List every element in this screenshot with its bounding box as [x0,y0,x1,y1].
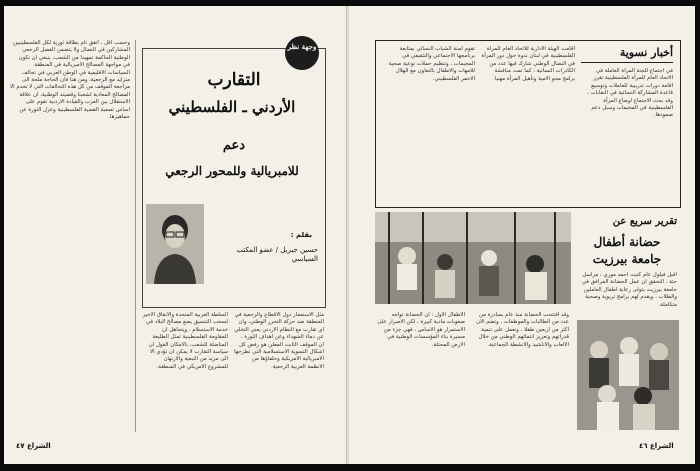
article-title-line1: التقارب [207,70,261,90]
author-name: حسين جبريل / عضو المكتب السياسي [236,246,318,263]
title-underline [581,62,673,63]
article-title-line4: للامبريالية وللمحور الرجعي [165,164,299,178]
report-text-right: وقد افتتحت الحضانة منذ عام بمبادرة من عدد من الطالبات والموظفات ، وتضم الان اكثر من اربعين طفلا ، وتعمل على تنمية قدراتهم وتعزيز انتمائهم الوطني من خلال الالعاب والاناشيد والانشطة الجماعية. [476,312,569,348]
portrait-icon [146,204,204,284]
right-page [349,6,695,464]
article-title-line2: الأردني ـ الفلسطيني [168,98,296,116]
playground-image-icon [375,212,571,304]
left-column-text: وحسب اقل ، اتفق تام بطاقة ثورية لكل الفلسطينيين المشاركين في النضال ولا يتضمن الفصل الرجعي الوطنية الحاكمة تمهيدا من الشعب، ينبغي ان تكون في مواجهة المصالح الامبريالية في المنطقة. السياسات الاقليمية في الوطن العربي في تحالف متزايد مع الرجعية، ومن هنا فان الحاجة ملحة الى مراجعة الموقف من كل هذه التحالفات التي لا تخدم الا المصالح المعادية لشعبنا وقضيته الوطنية، ان علاقة الاستقلال بين العرب والقيادة الاردنية تقوم على اساس تصفية القضية الفلسطينية وعزل الثورة عن جماهيرها. [10,40,130,121]
right-column-text: مثل الاستعمار دول الاقطاع والرجعية في المنطقة ضد حركة التحرر الوطني، وان اي تقارب مع النظام الاردني يعني التخلي عن دماء الشهداء وعن اهداف الثورة ، ان الموقف الثابت المعلن هو رفض كل اشكال التسوية الاستسلامية التي تطرحها الامبريالية الامريكية وحلفاؤها من الانظمة العربية الرجعية. [234,312,324,370]
news-text-middle: اقامت الهيئة الادارية للاتحاد العام للمرأة الفلسطينية في لبنان ندوة حول دور المرأة في النضال الوطني شارك فيها عدد من الكادرات النسائية ، كما تمت مناقشة برامج محو الامية وتأهيل المرأة مهنيا. [481,46,575,82]
womens-news-title: أخبار نسوية [619,46,673,59]
section-badge: وجهة نظر [285,36,319,70]
news-text-left: تقوم لجنة الشباب النسائي بمتابعة برنامجها الاجتماعي والتثقيفي في المخيمات ، وتنظيم حملات توعية صحية للامهات والاطفال بالتعاون مع الهلال الاحمر الفلسطيني. [388,46,475,82]
middle-column-text: السلطة العربية المتحدة والاتفاق الاخير لسحب التنسيق يضع مصالح البلاد في خدمة الاستسلام ، ويتجاهل ان المقاومة الفلسطينية تمثل الطليعة المناضلة للشعب، بالامكان القول ان سياسة التقارب لا يمكن ان تؤدي الا الى مزيد من التبعية والارتهان للمشروع الامريكي في المنطقة. [142,312,228,370]
byline-label: بقلم : [290,232,312,239]
column-divider [135,40,136,432]
report-title: حضانة أطفال جامعة بيرزيت [592,235,662,266]
page-number-left: الشراع ٤٧ [16,442,51,450]
left-page [4,6,348,464]
report-text-top-right: اقيل فيلول عام كتبت احمد موري ، مراسل حتة ، التحقق ان عمل الحضانة المرافق في جامعة بيرزيت يتولى رعاية اطفال العاملين والطلاب ، ويقدم لهم برامج تربوية وصحية متكاملة. [581,272,677,308]
article-title-line3: دعم [222,138,246,153]
author-photo [146,204,204,284]
report-label: تقرير سريع عن [612,216,677,227]
children-image-icon [577,320,679,430]
children-playground-photo [375,212,571,304]
page-number-right: الشراع ٤٦ [639,442,674,450]
news-text-right: في اجتماع للجنة المرأة العاملة في الاتحاد العام للمرأة الفلسطينية تقرر اقامة دورات تدريبية للعاملات وتوسيع قاعدة المشاركة النسائية في النقابات ، وقد بحث الاجتماع اوضاع المرأة الفلسطينية في المخيمات وسبل دعم صمودها. [587,68,673,119]
report-text-left: الاطفال الاول : ان الحضانة تواجه صعوبات مادية كبيرة ، لكن الاصرار على الاستمرار هو الاساس ، فهي جزء من مسيرة بناء المؤسسات الوطنية في الارض المحتلة. [377,312,465,348]
children-group-photo [577,320,679,430]
